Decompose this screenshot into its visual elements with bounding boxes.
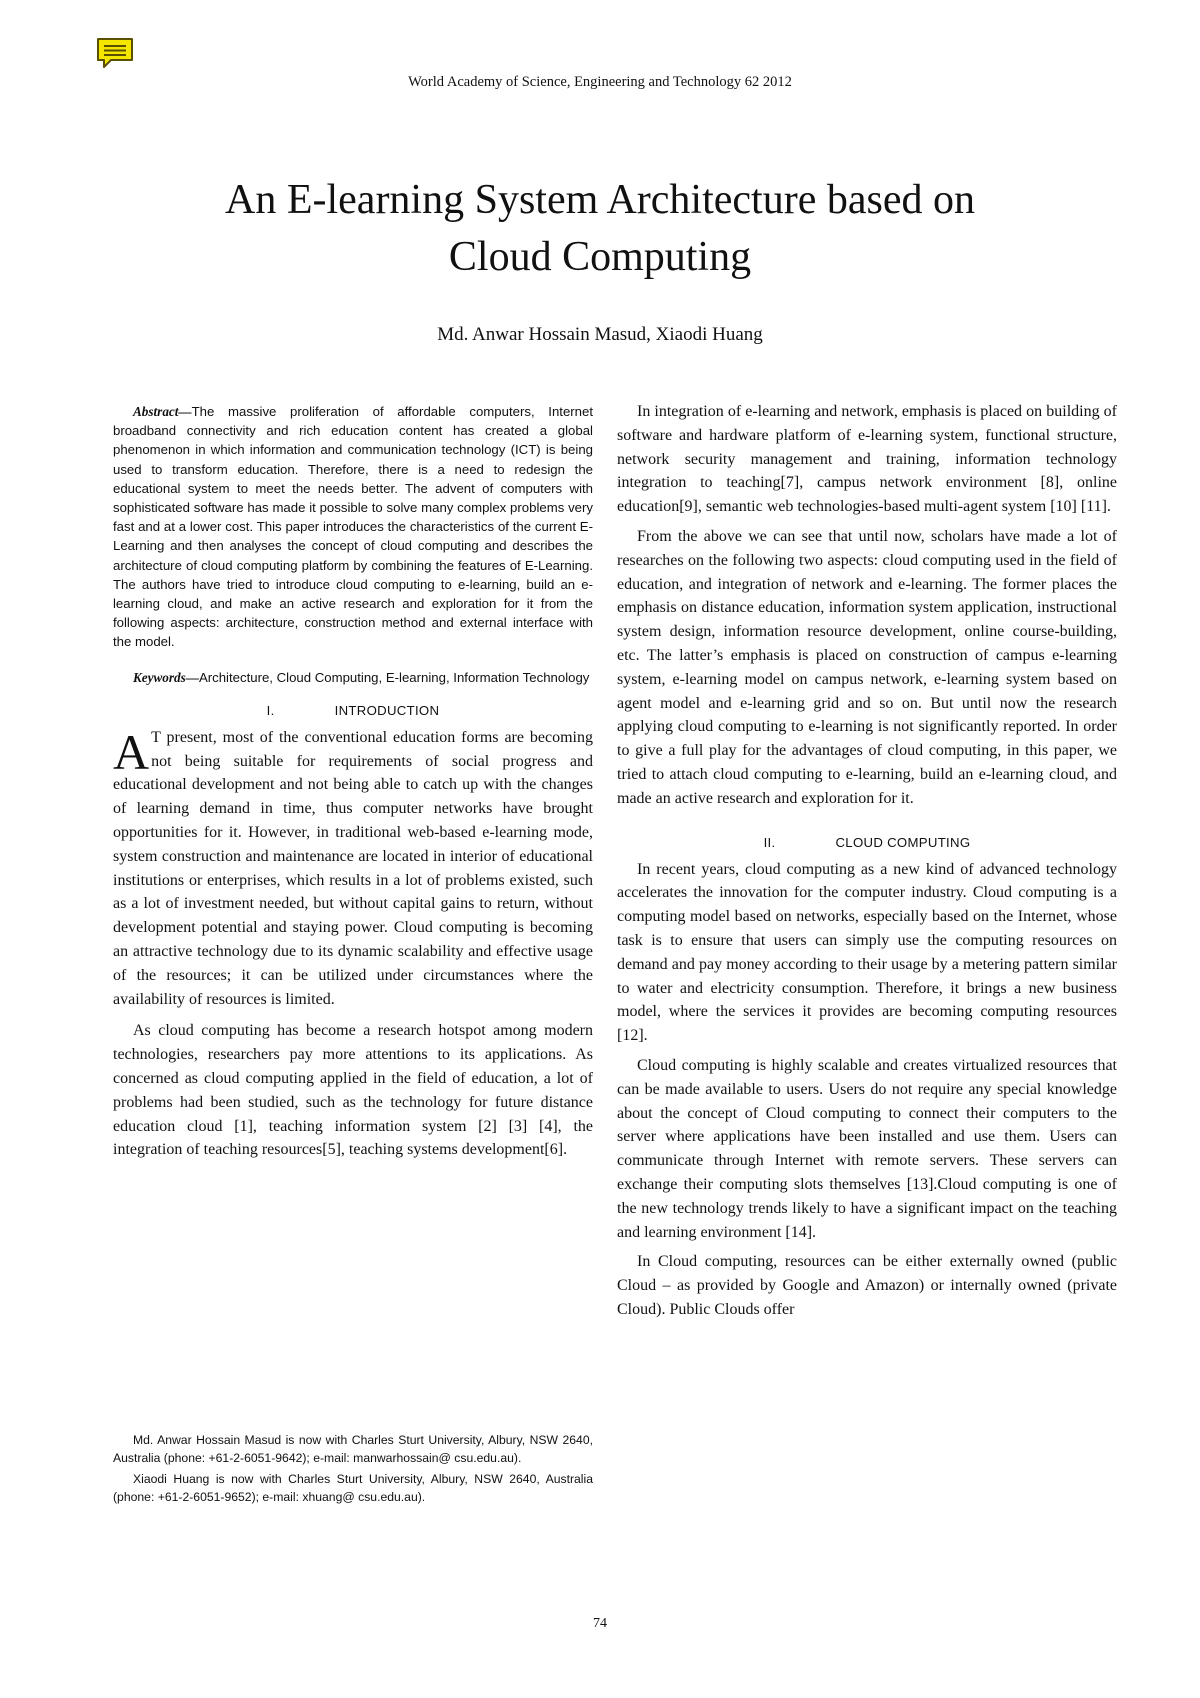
right-column bbox=[617, 400, 1117, 1322]
left-column bbox=[113, 402, 593, 1162]
intro-paragraph-2: As cloud computing has become a research hotspot among modern technologies, researchers pay more attentions to its applications. As concerned as cloud computing applied in the field of education, a lot of problems had been studied, such as the technology for future distance education cloud [1], teaching information system [2] [3] [4], the integration of teaching resources[5], teaching systems development[6]. bbox=[113, 1022, 593, 1159]
paper-title bbox=[0, 172, 1200, 286]
right-paragraph-1: In integration of e-learning and network, emphasis is placed on building of software and hardware platform of e-learning system, functional structure, network security management and training, information technology integration to teaching[7], campus network environment [8], online education[9], semantic web technologies-based multi-agent system [10] [11]. bbox=[617, 403, 1117, 516]
footnote-author-1: Md. Anwar Hossain Masud is now with Charles Sturt University, Albury, NSW 2640, Australia (phone: +61-2-6051-9642); e-mail: manwarhossain@ csu.edu.au). bbox=[113, 1433, 593, 1465]
intro-paragraph-1 bbox=[113, 723, 593, 1012]
section-title: CLOUD COMPUTING bbox=[835, 834, 971, 850]
author-list: Md. Anwar Hossain Masud, Xiaodi Huang bbox=[437, 324, 763, 345]
right-paragraph-5: In Cloud computing, resources can be either externally owned (public Cloud – as provided by Google and Amazon) or internally owned (private Cloud). Public Clouds offer bbox=[617, 1253, 1117, 1318]
intro-paragraph-1-text: T present, most of the conventional education forms are becoming not being suitable for requirements of social progress and educational development and not being able to catch up with the changes of learning demand in time, thus computer networks have brought opportunities for it. However, in traditional web-based e-learning mode, system construction and maintenance are located in interior of educational institutions or enterprises, which results in a lot of problems existed, such as a lot of investment needed, but without capital gains to return, without development potential and staying power. Cloud computing is becoming an attractive technology due to its dynamic scalability and effective usage of the resources; it can be utilized under circumstances where the availability of resources is limited. bbox=[113, 728, 593, 1008]
right-paragraph-2: From the above we can see that until now, scholars have made a lot of researches on the following two aspects: cloud computing used in the field of education, and integration of network and e-learning. The former places the emphasis on distance education, information system application, instructional system design, information resource development, online course-building, etc. The latter’s emphasis is placed on construction of campus e-learning system, e-learning model on campus network, e-learning system based on agent model and e-learning grid and so on. But until now the research applying cloud computing to e-learning is not significantly reported. In order to give a full play for the advantages of cloud computing, in this paper, we tried to attach cloud computing to e-learning, build an e-learning cloud, and made an active research and exploration for it. bbox=[617, 527, 1117, 807]
abstract bbox=[113, 402, 593, 652]
page-number: 74 bbox=[593, 1616, 607, 1631]
section-number: II. bbox=[763, 834, 776, 850]
keywords-text: Architecture, Cloud Computing, E-learning, Information Technology bbox=[198, 669, 590, 685]
footnote-author-2: Xiaodi Huang is now with Charles Sturt University, Albury, NSW 2640, Australia (phone: +61-2-6051-9652); e-mail: xhuang@ csu.edu.au). bbox=[113, 1472, 593, 1504]
title-line-2: Cloud Computing bbox=[448, 234, 752, 280]
section-title: INTRODUCTION bbox=[334, 702, 440, 718]
section-heading-cloud-computing bbox=[617, 835, 1117, 850]
drop-cap: A bbox=[113, 723, 150, 780]
running-head: World Academy of Science, Engineering and Technology 62 2012 bbox=[408, 74, 792, 90]
footnotes bbox=[113, 1432, 593, 1510]
comment-note-icon[interactable] bbox=[95, 36, 135, 70]
right-paragraph-3: In recent years, cloud computing as a new kind of advanced technology accelerates the innovation for the computer industry. Cloud computing is a computing model based on networks, especially based on the Internet, whose task is to ensure that users can simply use the computing resources on demand and pay money according to their usage by a metering pattern similar to water and electricity consumption. Therefore, it brings a new business model, where the services it provides are becoming computing resources [12]. bbox=[617, 860, 1117, 1045]
right-paragraph-4: Cloud computing is highly scalable and creates virtualized resources that can be made available to users. Users do not require any special knowledge about the concept of Cloud computing to connect their computers to the server where applications have been installed and use them. Users can communicate through Internet with remote servers. These servers can exchange their computing slots themselves [13].Cloud computing is one of the new technology trends likely to have a significant impact on the teaching and learning environment [14]. bbox=[617, 1056, 1117, 1241]
section-number: I. bbox=[266, 702, 275, 718]
keywords-label: Keywords— bbox=[133, 669, 199, 685]
section-heading-introduction bbox=[113, 703, 593, 718]
title-line-1: An E-learning System Architecture based on bbox=[225, 177, 975, 223]
abstract-text: The massive proliferation of affordable computers, Internet broadband connectivity and rich education content has created a global phenomenon in which information and communication technology (ICT) is being used to transform education. Therefore, there is a need to redesign the educational system to meet the needs better. The advent of computers with sophisticated software has made it possible to solve many complex problems very fast and at a lower cost. This paper introduces the characteristics of the current E-Learning and then analyses the concept of cloud computing and describes the architecture of cloud computing platform by combining the features of E-Learning. The authors have tried to introduce cloud computing to e-learning, build an e-learning cloud, and make an active research and exploration for it from the following aspects: architecture, construction method and external interface with the model. bbox=[113, 404, 593, 650]
keywords bbox=[113, 668, 593, 687]
abstract-label: Abstract— bbox=[133, 404, 192, 419]
